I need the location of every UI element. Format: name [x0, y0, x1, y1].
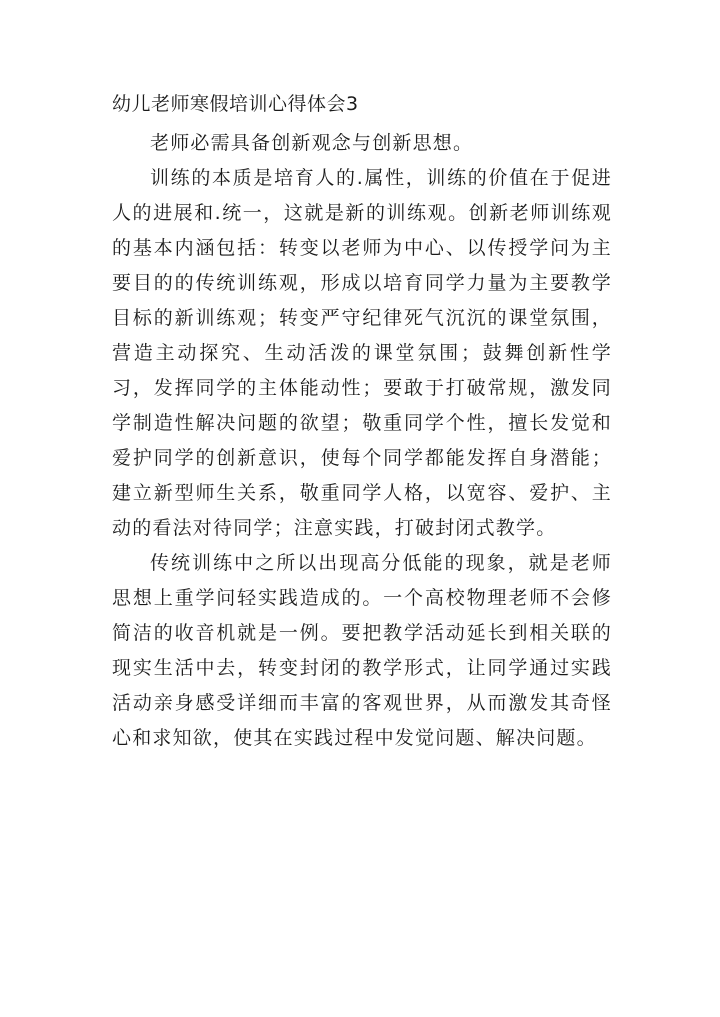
paragraph-2: 训练的本质是培育人的.属性，训练的价值在于促进人的进展和.统一，这就是新的训练观。创新老师训练观的基本内涵包括：转变以老师为中心、以传授学问为主要目的的传统训练观，形成以培育同学力量为主要教学目标的新训练观；转变严守纪律死气沉沉的课堂氛围，营造主动探究、生动活泼的课堂氛围；鼓舞创新性学习，发挥同学的主体能动性；要敢于打破常规，激发同学制造性解决问题的欲望；敬重同学个性，擅长发觉和爱护同学的创新意识，使每个同学都能发挥自身潜能；建立新型师生关系，敬重同学人格，以宽容、爱护、主动的看法对待同学；注意实践，打破封闭式教学。 [112, 167, 612, 539]
paragraph-3: 传统训练中之所以出现高分低能的现象，就是老师思想上重学问轻实践造成的。一个高校物理老师不会修简洁的收音机就是一例。要把教学活动延长到相关联的现实生活中去，转变封闭的教学形式，让同学通过实践活动亲身感受详细而丰富的客观世界，从而激发其奇怪心和求知欲，使其在实践过程中发觉问题、解决问题。 [112, 552, 612, 749]
document-title: 幼儿老师寒假培训心得体会3 [112, 93, 359, 115]
document-body [112, 126, 612, 756]
paragraph-1: 老师必需具备创新观念与创新思想。 [150, 132, 474, 154]
